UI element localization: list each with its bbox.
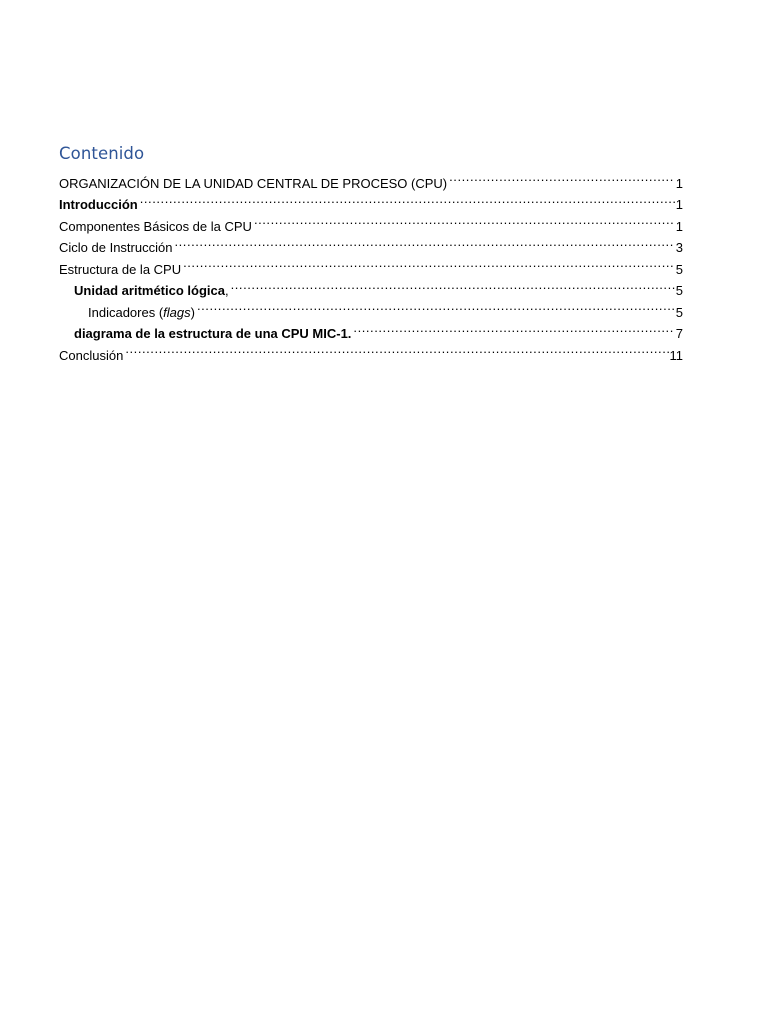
toc-entry-title-pre: Indicadores ( (88, 304, 164, 320)
toc-page-number: 1 (675, 218, 683, 234)
toc-page-number: 3 (675, 240, 683, 255)
toc-entry-introduccion[interactable] (59, 188, 683, 210)
toc-entry-title-italic: flags (163, 304, 191, 320)
toc-page-number: 1 (675, 197, 683, 212)
toc-entry-title-suffix: , (224, 283, 229, 298)
toc-page-number: 7 (675, 326, 683, 341)
toc-entry-conclusion[interactable] (59, 338, 683, 363)
toc-entry-title: Conclusión (59, 347, 124, 363)
toc-entry-componentes-basicos[interactable] (59, 209, 683, 234)
toc-entry-title: ORGANIZACIÓN DE LA UNIDAD CENTRAL DE PROCESO (CPU) (59, 175, 448, 191)
dot-leader (174, 231, 674, 253)
dot-leader (231, 274, 675, 296)
dot-leader (197, 295, 675, 317)
toc-entry-title: Estructura de la CPU (59, 261, 182, 277)
dot-leader (254, 209, 675, 231)
toc-entry-title: Ciclo de Instrucción (59, 240, 173, 255)
toc-heading: Contenido (59, 144, 145, 163)
toc-page-number: 5 (675, 304, 683, 320)
toc-entry-title (88, 302, 195, 324)
toc-entry-title: Componentes Básicos de la CPU (59, 218, 252, 234)
toc-page-number: 1 (675, 175, 683, 191)
table-of-contents (59, 141, 683, 363)
toc-entry-organizacion[interactable] (59, 166, 683, 191)
toc-page-number: 11 (669, 347, 683, 363)
dot-leader (449, 166, 675, 188)
toc-entry-title-text: Unidad aritmético lógica (74, 283, 225, 298)
dot-leader (125, 338, 668, 360)
toc-entry-title: Introducción (59, 197, 138, 212)
dot-leader (140, 188, 675, 210)
dot-leader (183, 252, 675, 274)
toc-entry-title: diagrama de la estructura de una CPU MIC-1. (74, 326, 352, 341)
toc-page-number: 5 (675, 283, 683, 298)
dot-leader (353, 317, 674, 339)
toc-entry-title-post: ) (190, 304, 195, 320)
toc-page-number: 5 (675, 261, 683, 277)
